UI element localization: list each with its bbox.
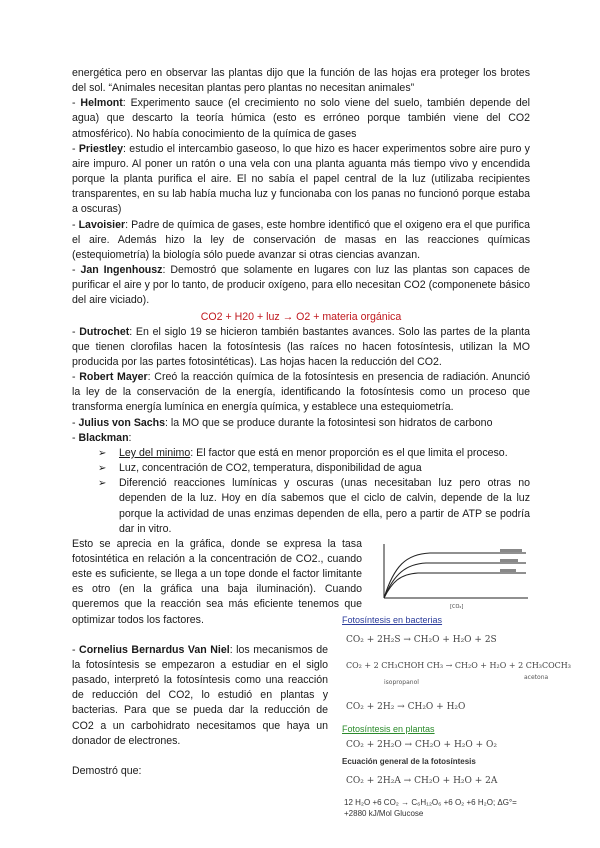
co2-rate-graph [370, 538, 530, 610]
entry-van-niel: - Cornelius Bernardus Van Niel: los mecanismos de la fotosíntesis se empezaron a estudiar en el siglo pasado, interpretó la fotosíntesis como una reacción de reducción del CO2, lo estudió en plantas y bacterias. Para que se pueda dar la reducción de CO2 a un carbohidrato necesitamos que haya un donador de electrones. [72, 643, 328, 747]
list-item [98, 461, 530, 476]
entry-text: : Padre de química de gases, este hombre identificó que el oxigeno era el que purifica el aire. Además hizo la ley de conservación de masas en las reacciones químicas (estequiometría) la biología sólo puede avanzar si otras ciencias avanzan. [72, 218, 530, 261]
entry-name: Dutrochet [79, 325, 130, 338]
notes-equation: CO₂ + 2H₂A → CH₂O + H₂O + 2A [346, 776, 498, 786]
entry-sachs: - Julius von Sachs: la MO que se produce durante la fotosintesi son hidratos de carbono [72, 416, 493, 429]
curve-label-2 [500, 559, 518, 562]
entry-blackman: - Blackman: [72, 431, 132, 444]
notes-equation: +2880 kJ/Mol Glucose [344, 809, 424, 818]
notes-label: isopropanol [384, 679, 419, 686]
entry-text: : los mecanismos de la fotosíntesis se empezaron a estudiar en el siglo pasado, interpretó la fotosíntesis como una reacción de reducción del CO2, lo estudió en plantas y bacterias. Para que se pueda dar la reducción de CO2 a un carbohidrato necesitamos que haya un donador de electrones. [72, 643, 328, 747]
entry-ingenhousz: - Jan Ingenhousz: Demostró que solamente en lugares con luz las plantas son capaces de purificar el aire y por lo tanto, de producir oxígeno, para ello necesitan CO2 (componenete básico del aire viciado). [72, 264, 530, 307]
entry-dutrochet: - Dutrochet: En el siglo 19 se hicieron también bastantes avances. Solo las partes de la planta que tienen clorofilas hacen la fotosíntesis (las raíces no hacen fotosíntesis, utilizan la MO producida por las partes fotosintéticas). Las hojas hacen la reducción del CO2. [72, 325, 530, 368]
entry-priestley: - Priestley: estudio el intercambio gaseoso, lo que hizo es hacer experimentos sobre aire puro y aire impuro. Al poner un ratón o una vela con una planta aguanta más tiempo vivo y encendida porque la planta purifica el aire. El no sabía el papel central de la luz (utilizaba recipientes transparentes, en su lab había mucha luz y funcionaba con los panas no funcionó porque estaba a oscuras) [72, 142, 530, 216]
notes-equation: CO₂ + 2 CH₃CHOH CH₃ → CH₂O + H₂O + 2 CH₃COCH₃ [346, 661, 571, 670]
entry-name: Priestley [78, 142, 124, 155]
entry-name: Blackman [78, 431, 129, 444]
arrow-bullet-icon: ➢ [98, 463, 107, 475]
entry-text: : [128, 431, 132, 444]
curve-label-1 [500, 549, 522, 552]
entry-name: Julius von Sachs [78, 416, 166, 429]
notes-title-general: Ecuación general de la fotosíntesis [342, 757, 476, 766]
list-item [98, 446, 530, 461]
arrow-bullet-icon: ➢ [98, 478, 107, 490]
notes-image [338, 612, 570, 848]
notes-equation: CO₂ + 2H₂ → CH₂O + H₂O [346, 702, 466, 712]
entry-name: Cornelius Bernardus Van Niel [79, 643, 230, 656]
entry-helmont: - Helmont: Experimento sauce (el crecimiento no solo viene del suelo, también depende del agua) que descarto la teoría húmica (esto es erróneo porque también viene del CO2 atmosférico). No había conocimiento de la química de gases [72, 97, 530, 140]
notes-title-plants: Fotosíntesis en plantas [342, 724, 435, 734]
entry-text: : Demostró que solamente en lugares con luz las plantas son capaces de purificar el aire y por lo tanto, de producir oxígeno, para ello necesitan CO2 (componenete básico del aire viciado). [72, 264, 530, 307]
notes-equation: 12 H₂O +6 CO₂ → C₆H₁₂O₆ +6 O₂ +6 H₂O; ΔG°= [344, 798, 517, 807]
notes-equation: CO₂ + 2H₂O → CH₂O + H₂O + O₂ [346, 740, 498, 750]
bullet-text: Diferenció reacciones lumínicas y oscuras (unas necesitaban luz pero otras no dependen de la luz. Hoy en día sabemos que el ciclo de calvin, depende de la luz porque la actividad de unas enzimas dependen de ella, pero a partir de ATP se podría dar in vitro. [119, 477, 530, 535]
notes-label: acetona [524, 674, 549, 681]
entry-text: : Creó la reacción química de la fotosíntesis en presencia de radiación. Anunció la ley de la conservación de la energía, identificando la fotosíntesis como un proceso que transforma energía lumínica en energía química, y establece una estequiometría. [72, 371, 530, 414]
list-item [98, 476, 530, 537]
arrow-bullet-icon: ➢ [98, 447, 107, 459]
graph-x-label: [CO₂] [450, 604, 464, 610]
entry-name: Robert Mayer [79, 371, 148, 384]
entry-lavoisier: - Lavoisier: Padre de química de gases, este hombre identificó que el oxigeno era el que purifica el aire. Además hizo la ley de conservación de masas en las reacciones químicas (estequiometría) la biología sólo puede avanzar si otras ciencias avanzan. [72, 218, 530, 261]
entry-name: Lavoisier [78, 218, 126, 231]
entry-text: : En el siglo 19 se hicieron también bastantes avances. Solo las partes de la planta que tienen clorofilas hacen la fotosíntesis (las raíces no hacen fotosíntesis, utilizan la MO producida por las partes fotosintéticas). Las hojas hacen la reducción del CO2. [72, 325, 530, 368]
entry-text: : Experimento sauce (el crecimiento no solo viene del suelo, también depende del agua) que descarto la teoría húmica (esto es erróneo porque también viene del CO2 atmosférico). No había conocimiento de la química de gases [72, 97, 530, 140]
entry-text: : la MO que se produce durante la fotosintesi son hidratos de carbono [165, 416, 493, 429]
entry-mayer: - Robert Mayer: Creó la reacción química de la fotosíntesis en presencia de radiación. Anunció la ley de la conservación de la energía, identificando la fotosíntesis como un proceso que transforma energía lumínica en energía química, y establece una estequiometría. [72, 371, 530, 414]
graph-paragraph: Esto se aprecia en la gráfica, donde se expresa la tasa fotosintética en relación a la concentración de CO2., cuando este es suficiente, se llega a un tope donde el factor limitante es otro (en la gráfica una baja iluminación). Cuando queremos que la reacción sea más eficiente tenemos que optimizar todos los factores. [72, 537, 362, 626]
notes-title-bacteria: Fotosíntesis en bacterias [342, 615, 443, 625]
bullet-underlined: Ley del minimo [119, 446, 191, 459]
entry-name: Jan Ingenhousz [80, 264, 163, 277]
demostro-text: Demostró que: [72, 764, 142, 777]
bullet-text: : El factor que está en menor proporción es el que limita el proceso. [190, 446, 508, 459]
curve-label-3 [500, 569, 516, 572]
intro-paragraph: energética pero en observar las plantas dijo que la función de las hojas era proteger los brotes del sol. “Animales necesitan plantas pero plantas no necesitan animales” [72, 67, 530, 95]
entry-text: : estudio el intercambio gaseoso, lo que hizo es hacer experimentos sobre aire puro y aire impuro. Al poner un ratón o una vela con una planta aguanta más tiempo vivo y encendida porque la planta purifica el aire. El no sabía el papel central de la luz (utilizaba recipientes transparentes, en su lab había mucha luz y funcionaba con los panas no funcionó porque estaba a oscuras) [72, 142, 530, 216]
entry-name: Helmont [80, 97, 123, 110]
bullet-text: Luz, concentración de CO2, temperatura, disponibilidad de agua [119, 462, 422, 475]
photosynthesis-equation: CO2 + H20 + luz → O2 + materia orgánica [200, 310, 402, 323]
notes-equation: CO₂ + 2H₂S → CH₂O + H₂O + 2S [346, 635, 497, 645]
blackman-bullet-list [98, 446, 530, 537]
